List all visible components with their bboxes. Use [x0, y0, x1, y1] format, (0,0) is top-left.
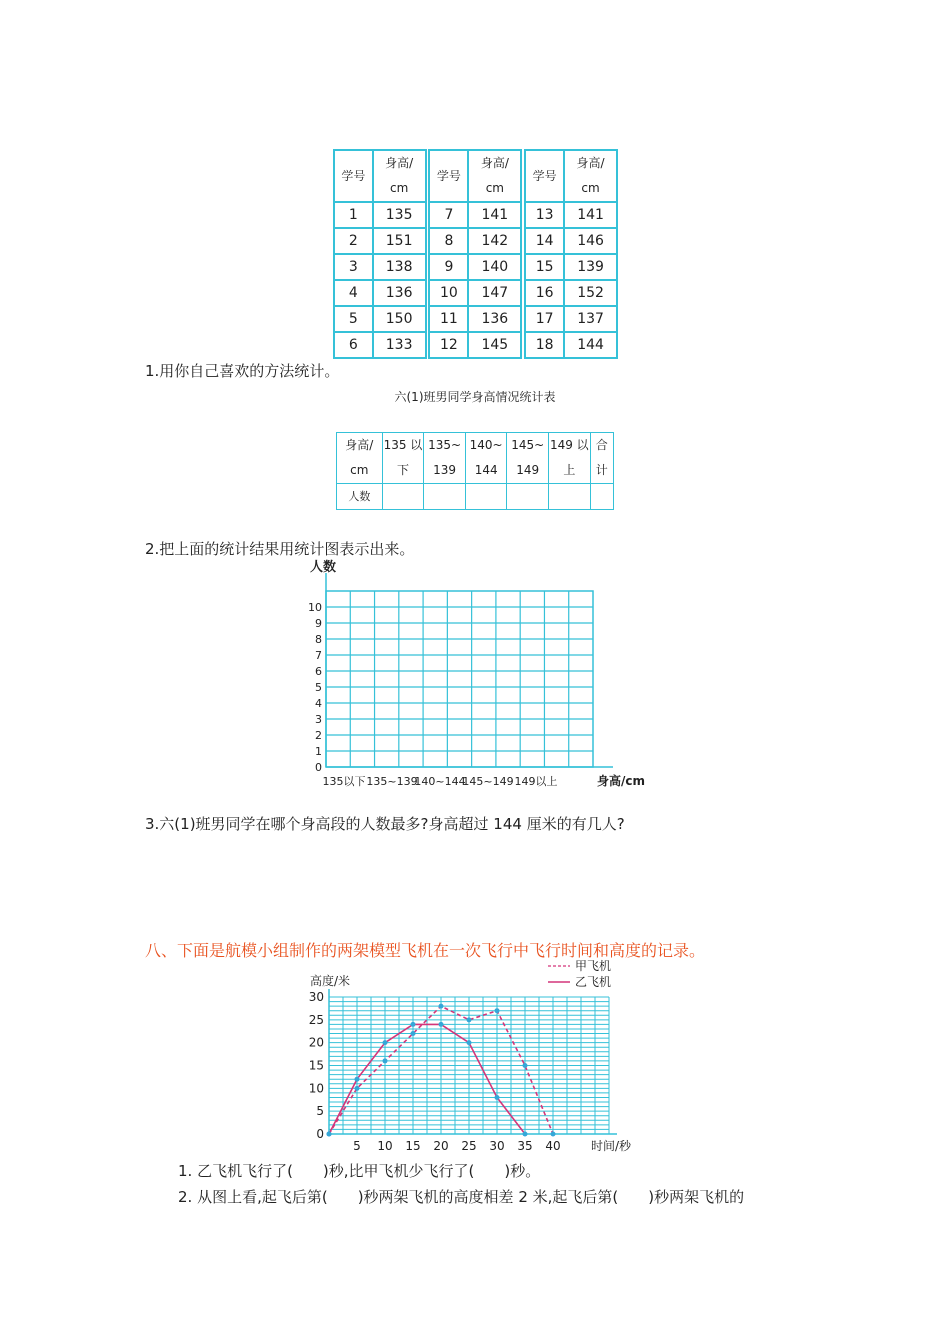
height-cell: 146	[564, 228, 617, 254]
height-cell: 136	[373, 280, 426, 306]
x-tick-label: 20	[433, 1139, 449, 1153]
question-1: 1.用你自己喜欢的方法统计。	[145, 362, 340, 380]
y-tick-label: 30	[308, 990, 324, 1004]
y-tick-label: 15	[308, 1058, 324, 1073]
y-tick-label: 1	[315, 745, 322, 758]
x-tick-label: 30	[489, 1139, 505, 1153]
student-id-cell: 1	[334, 202, 373, 228]
student-id-cell: 15	[525, 254, 564, 280]
y-axis-label: 人数	[310, 560, 337, 575]
section-8-question-2: 2. 从图上看,起飞后第( )秒两架飞机的高度相差 2 米,起飞后第( )秒两架飞机的	[178, 1188, 745, 1206]
x-tick-label: 140~144	[414, 775, 466, 788]
student-id-cell: 2	[334, 228, 373, 254]
y-tick-label: 5	[316, 1104, 324, 1119]
student-id-cell: 7	[429, 202, 468, 228]
data-point	[467, 1040, 472, 1045]
student-id-cell: 3	[334, 254, 373, 280]
height-cell: 151	[373, 228, 426, 254]
legend-label: 甲飞机	[575, 959, 612, 973]
x-tick-label: 25	[461, 1139, 477, 1153]
height-cell: 144	[564, 332, 617, 358]
question-2: 2.把上面的统计结果用统计图表示出来。	[145, 540, 415, 558]
data-point	[467, 1017, 472, 1022]
stat-table-title: 六(1)班男同学身高情况统计表	[394, 390, 556, 404]
stat-col-header: 合 计	[590, 433, 613, 484]
table-row	[334, 306, 617, 332]
table-header-id: 学号	[429, 150, 468, 202]
student-id-cell: 8	[429, 228, 468, 254]
data-point	[523, 1132, 528, 1137]
y-tick-label: 10	[308, 1081, 324, 1096]
height-cell: 150	[373, 306, 426, 332]
height-cell: 141	[468, 202, 521, 228]
height-cell: 135	[373, 202, 426, 228]
data-point	[383, 1040, 388, 1045]
x-tick-label: 135以下	[322, 775, 366, 788]
stat-col-header: 149 以 上	[549, 433, 591, 484]
y-tick-label: 25	[308, 1012, 324, 1027]
x-tick-label: 15	[405, 1139, 421, 1153]
stat-count-cell[interactable]	[382, 484, 424, 510]
blank-bar-chart	[290, 555, 660, 795]
student-id-cell: 12	[429, 332, 468, 358]
student-id-cell: 10	[429, 280, 468, 306]
height-cell: 141	[564, 202, 617, 228]
stat-count-label: 人数	[337, 484, 383, 510]
section-8-question-1: 1. 乙飞机飞行了( )秒,比甲飞机少飞行了( )秒。	[178, 1162, 541, 1180]
table-row	[334, 254, 617, 280]
data-point	[383, 1058, 388, 1063]
y-tick-label: 3	[315, 713, 322, 726]
table-header-height: 身高/ cm	[564, 150, 617, 202]
height-cell: 139	[564, 254, 617, 280]
stat-col-header: 140~ 144	[465, 433, 507, 484]
data-point	[495, 1095, 500, 1100]
y-tick-label: 20	[308, 1035, 324, 1050]
x-tick-label: 10	[377, 1139, 393, 1153]
table-header-height: 身高/ cm	[373, 150, 426, 202]
data-point	[355, 1077, 360, 1082]
y-tick-label: 0	[316, 1127, 324, 1141]
student-id-cell: 6	[334, 332, 373, 358]
table-header-height: 身高/ cm	[468, 150, 521, 202]
y-tick-label: 4	[315, 697, 322, 710]
stat-table	[336, 432, 614, 510]
grid-frame	[326, 591, 593, 767]
stat-count-cell[interactable]	[424, 484, 466, 510]
stat-count-cell[interactable]	[590, 484, 613, 510]
table-header-id: 学号	[334, 150, 373, 202]
x-tick-label: 145~149	[462, 775, 514, 788]
student-id-cell: 16	[525, 280, 564, 306]
student-id-cell: 13	[525, 202, 564, 228]
height-cell: 136	[468, 306, 521, 332]
data-point	[551, 1132, 556, 1137]
height-data-table	[333, 149, 618, 359]
height-cell: 133	[373, 332, 426, 358]
height-cell: 145	[468, 332, 521, 358]
student-id-cell: 14	[525, 228, 564, 254]
table-row	[334, 202, 617, 228]
x-axis-label: 身高/cm	[597, 774, 646, 788]
x-tick-label: 40	[545, 1139, 561, 1153]
student-id-cell: 18	[525, 332, 564, 358]
student-id-cell: 5	[334, 306, 373, 332]
table-row	[334, 228, 617, 254]
question-3: 3.六(1)班男同学在哪个身高段的人数最多?身高超过 144 厘米的有几人?	[145, 815, 625, 833]
y-tick-label: 2	[315, 729, 322, 742]
height-cell: 140	[468, 254, 521, 280]
y-tick-label: 9	[315, 617, 322, 630]
data-point	[523, 1063, 528, 1068]
student-id-cell: 4	[334, 280, 373, 306]
height-cell: 137	[564, 306, 617, 332]
x-tick-label: 149以上	[514, 775, 558, 788]
x-tick-label: 5	[353, 1139, 361, 1153]
stat-row-header: 身高/ cm	[337, 433, 383, 484]
stat-col-header: 135 以 下	[382, 433, 424, 484]
height-cell: 138	[373, 254, 426, 280]
stat-count-cell[interactable]	[549, 484, 591, 510]
data-point	[327, 1132, 332, 1137]
y-axis-label: 高度/米	[310, 974, 351, 988]
y-tick-label: 5	[315, 681, 322, 694]
data-point	[439, 1022, 444, 1027]
y-tick-label: 6	[315, 665, 322, 678]
data-point	[411, 1022, 416, 1027]
table-header-id: 学号	[525, 150, 564, 202]
y-tick-label: 7	[315, 649, 322, 662]
legend-label: 乙飞机	[575, 975, 612, 989]
x-axis-label: 时间/秒	[591, 1139, 632, 1153]
height-cell: 142	[468, 228, 521, 254]
stat-count-cell[interactable]	[507, 484, 549, 510]
y-tick-label: 8	[315, 633, 322, 646]
table-row	[334, 332, 617, 358]
height-cell: 152	[564, 280, 617, 306]
table-row	[334, 280, 617, 306]
flight-line-chart	[290, 955, 670, 1155]
height-cell: 147	[468, 280, 521, 306]
stat-count-cell[interactable]	[465, 484, 507, 510]
data-point	[355, 1086, 360, 1091]
y-tick-label: 0	[315, 761, 322, 774]
stat-col-header: 135~ 139	[424, 433, 466, 484]
student-id-cell: 9	[429, 254, 468, 280]
data-point	[495, 1008, 500, 1013]
y-tick-label: 10	[308, 601, 322, 614]
x-tick-label: 135~139	[366, 775, 418, 788]
student-id-cell: 11	[429, 306, 468, 332]
section-8-heading: 八、下面是航模小组制作的两架模型飞机在一次飞行中飞行时间和高度的记录。	[145, 941, 706, 960]
student-id-cell: 17	[525, 306, 564, 332]
data-point	[439, 1004, 444, 1009]
data-point	[411, 1031, 416, 1036]
stat-col-header: 145~ 149	[507, 433, 549, 484]
x-tick-label: 35	[517, 1139, 533, 1153]
